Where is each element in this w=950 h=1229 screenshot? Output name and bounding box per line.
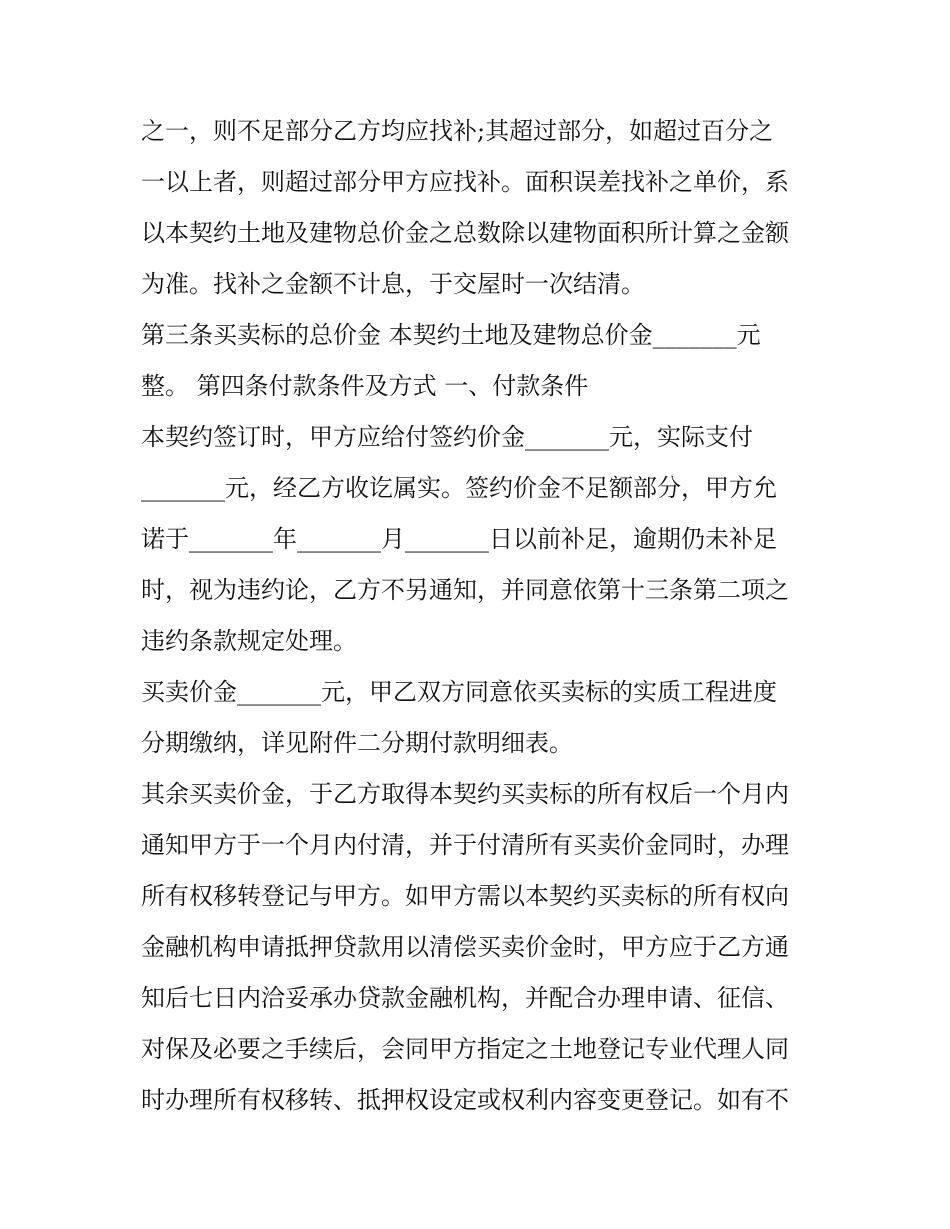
text-line: 通知甲方于一个月内付清，并于付清所有买卖价金同时，办理 bbox=[141, 831, 789, 859]
text-line: 为准。找补之金额不计息，于交屋时一次结清。 bbox=[141, 270, 645, 298]
text-line: 所有权移转登记与甲方。如甲方需以本契约买卖标的所有权向 bbox=[141, 882, 789, 910]
text-line: 一以上者，则超过部分甲方应找补。面积误差找补之单价，系 bbox=[141, 168, 789, 196]
text-line: 以本契约土地及建物总价金之总数除以建物面积所计算之金额 bbox=[141, 219, 789, 247]
document-body bbox=[141, 106, 821, 1126]
text-line: 整。 第四条付款条件及方式 一、付款条件 bbox=[141, 372, 589, 400]
text-line: 诺于_______年_______月_______日以前补足，逾期仍未补足 bbox=[141, 525, 777, 553]
text-line: 知后七日内洽妥承办贷款金融机构，并配合办理申请、征信、 bbox=[141, 984, 789, 1012]
text-line: 对保及必要之手续后，会同甲方指定之土地登记专业代理人同 bbox=[141, 1035, 789, 1063]
text-line: 其余买卖价金，于乙方取得本契约买卖标的所有权后一个月内 bbox=[141, 780, 789, 808]
text-line: 时，视为违约论，乙方不另通知，并同意依第十三条第二项之 bbox=[141, 576, 789, 604]
text-line: 之一，则不足部分乙方均应找补;其超过部分，如超过百分之 bbox=[141, 117, 774, 145]
text-line: _______元，经乙方收讫属实。签约价金不足额部分，甲方允 bbox=[141, 474, 777, 502]
text-line: 金融机构申请抵押贷款用以清偿买卖价金时，甲方应于乙方通 bbox=[141, 933, 789, 961]
text-line: 违约条款规定处理。 bbox=[141, 627, 357, 655]
text-line: 分期缴纳，详见附件二分期付款明细表。 bbox=[141, 729, 573, 757]
text-line: 时办理所有权移转、抵押权设定或权利内容变更登记。如有不 bbox=[141, 1086, 789, 1114]
text-line: 本契约签订时，甲方应给付签约价金_______元，实际支付 bbox=[141, 423, 753, 451]
text-line: 买卖价金_______元，甲乙双方同意依买卖标的实质工程进度 bbox=[141, 678, 777, 706]
text-line: 第三条买卖标的总价金 本契约土地及建物总价金_______元 bbox=[141, 321, 761, 349]
